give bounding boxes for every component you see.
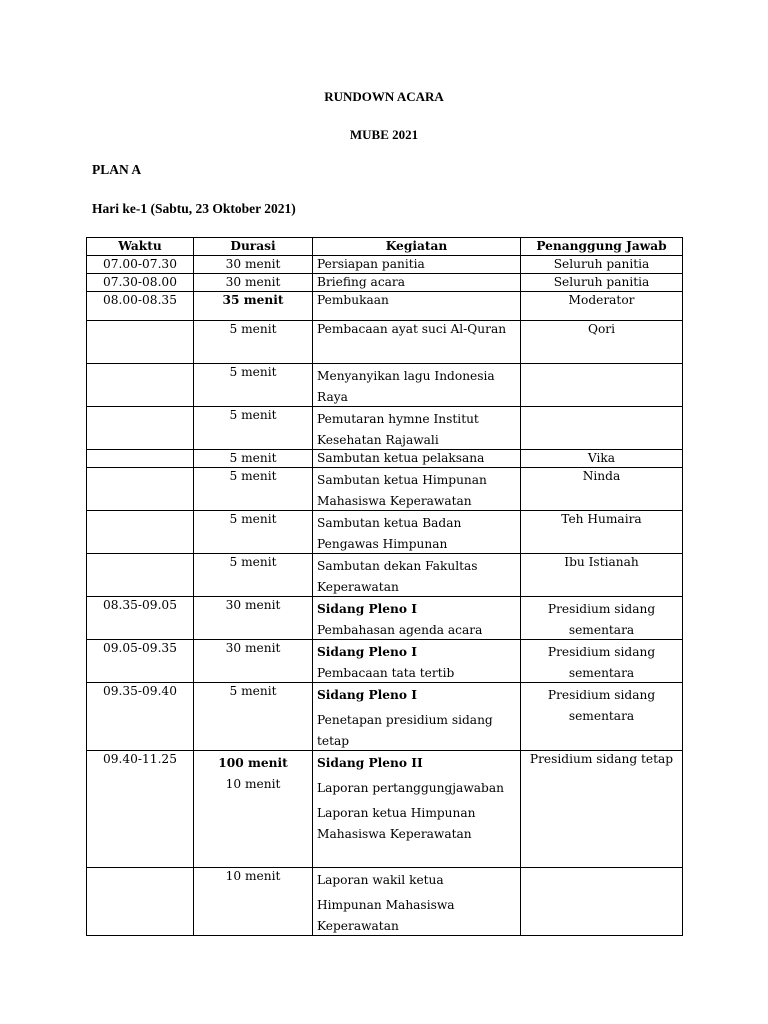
table-row [87, 468, 683, 511]
cell-durasi: 30 menit [194, 640, 313, 683]
table-row [87, 407, 683, 450]
kegiatan-line: Sambutan ketua Himpunan [317, 473, 487, 487]
cell-pj: Moderator [521, 292, 683, 321]
cell-durasi: 5 menit [194, 511, 313, 554]
durasi-line: 100 menit [218, 756, 288, 770]
kegiatan-line: Sambutan ketua Badan [317, 516, 462, 530]
table-row [87, 274, 683, 292]
kegiatan-line: Keperawatan [317, 919, 399, 933]
cell-kegiatan: Briefing acara [313, 274, 521, 292]
cell-waktu: 09.35-09.40 [87, 683, 194, 751]
table-row [87, 868, 683, 936]
cell-kegiatan [313, 683, 521, 751]
cell-durasi: 35 menit [194, 292, 313, 321]
table-row [87, 321, 683, 364]
cell-waktu [87, 511, 194, 554]
table-row [87, 554, 683, 597]
pj-line: Presidium sidang [547, 645, 656, 659]
pj-line: sementara [568, 666, 635, 680]
kegiatan-line: Mahasiswa Keperawatan [317, 494, 472, 508]
cell-pj: Vika [521, 450, 683, 468]
cell-pj: Ninda [521, 468, 683, 511]
cell-waktu: 07.30-08.00 [87, 274, 194, 292]
cell-waktu: 08.00-08.35 [87, 292, 194, 321]
kegiatan-line: Keperawatan [317, 580, 399, 594]
cell-waktu [87, 554, 194, 597]
cell-durasi: 30 menit [194, 256, 313, 274]
cell-durasi: 5 menit [194, 450, 313, 468]
header-penanggung-jawab: Penanggung Jawab [521, 238, 683, 256]
table-row [87, 256, 683, 274]
kegiatan-line: Laporan pertanggungjawaban [317, 781, 504, 795]
document-subtitle: MUBE 2021 [349, 127, 419, 142]
table-row [87, 751, 683, 868]
day-label: Hari ke-1 (Sabtu, 23 Oktober 2021) [92, 201, 296, 216]
cell-waktu [87, 868, 194, 936]
cell-kegiatan [313, 868, 521, 936]
kegiatan-line: Mahasiswa Keperawatan [317, 827, 472, 841]
kegiatan-line: Laporan ketua Himpunan [317, 806, 476, 820]
cell-waktu [87, 407, 194, 450]
header-kegiatan: Kegiatan [313, 238, 521, 256]
cell-kegiatan: Pembacaan ayat suci Al-Quran [313, 321, 521, 364]
cell-kegiatan [313, 751, 521, 868]
cell-durasi: 30 menit [194, 597, 313, 640]
cell-kegiatan [313, 597, 521, 640]
table-row [87, 640, 683, 683]
cell-pj [521, 868, 683, 936]
kegiatan-line: Pembacaan tata tertib [317, 666, 455, 680]
rundown-table [86, 237, 683, 936]
kegiatan-line: Raya [317, 390, 348, 404]
pj-line: sementara [568, 709, 635, 723]
cell-waktu: 09.05-09.35 [87, 640, 194, 683]
kegiatan-line: Kesehatan Rajawali [317, 433, 439, 447]
cell-pj [521, 683, 683, 751]
cell-waktu [87, 450, 194, 468]
kegiatan-line: Sidang Pleno I [317, 602, 417, 616]
cell-durasi: 5 menit [194, 364, 313, 407]
cell-kegiatan [313, 640, 521, 683]
cell-pj: Seluruh panitia [521, 256, 683, 274]
kegiatan-line: Sidang Pleno II [317, 756, 423, 770]
cell-pj: Qori [521, 321, 683, 364]
kegiatan-line: tetap [317, 734, 350, 748]
kegiatan-line: Sambutan dekan Fakultas [317, 559, 478, 573]
cell-kegiatan [313, 511, 521, 554]
cell-waktu [87, 468, 194, 511]
cell-kegiatan: Pembukaan [313, 292, 521, 321]
cell-kegiatan [313, 554, 521, 597]
cell-pj [521, 597, 683, 640]
cell-waktu [87, 321, 194, 364]
kegiatan-line: Sidang Pleno I [317, 688, 417, 702]
cell-pj [521, 407, 683, 450]
document-title: RUNDOWN ACARA [324, 89, 444, 104]
table-row [87, 683, 683, 751]
cell-kegiatan: Persiapan panitia [313, 256, 521, 274]
cell-kegiatan [313, 364, 521, 407]
pj-line: Presidium sidang [547, 688, 656, 702]
cell-durasi [194, 751, 313, 868]
table-row [87, 292, 683, 321]
pj-line: sementara [568, 623, 635, 637]
cell-kegiatan [313, 407, 521, 450]
kegiatan-line: Pemutaran hymne Institut [317, 412, 479, 426]
header-waktu: Waktu [87, 238, 194, 256]
cell-pj: Teh Humaira [521, 511, 683, 554]
cell-kegiatan [313, 468, 521, 511]
cell-pj: Ibu Istianah [521, 554, 683, 597]
table-row [87, 364, 683, 407]
cell-kegiatan: Sambutan ketua pelaksana [313, 450, 521, 468]
table-header-row [87, 238, 683, 256]
plan-label: PLAN A [92, 162, 142, 177]
kegiatan-line: Menyanyikan lagu Indonesia [317, 369, 495, 383]
cell-durasi: 5 menit [194, 468, 313, 511]
kegiatan-line: Sidang Pleno I [317, 645, 417, 659]
table-row [87, 511, 683, 554]
kegiatan-line: Pembahasan agenda acara [317, 623, 483, 637]
cell-pj [521, 364, 683, 407]
table-row [87, 450, 683, 468]
cell-waktu: 07.00-07.30 [87, 256, 194, 274]
cell-waktu: 09.40-11.25 [87, 751, 194, 868]
cell-durasi: 10 menit [194, 868, 313, 936]
cell-pj: Presidium sidang tetap [521, 751, 683, 868]
cell-pj [521, 640, 683, 683]
kegiatan-line: Penetapan presidium sidang [317, 713, 493, 727]
cell-waktu [87, 364, 194, 407]
kegiatan-line: Pengawas Himpunan [317, 537, 448, 551]
pj-line: Presidium sidang [547, 602, 656, 616]
kegiatan-line: Laporan wakil ketua [317, 873, 444, 887]
cell-durasi: 5 menit [194, 321, 313, 364]
cell-durasi: 30 menit [194, 274, 313, 292]
header-durasi: Durasi [194, 238, 313, 256]
kegiatan-line: Himpunan Mahasiswa [317, 898, 455, 912]
cell-durasi: 5 menit [194, 554, 313, 597]
cell-pj: Seluruh panitia [521, 274, 683, 292]
cell-durasi: 5 menit [194, 683, 313, 751]
durasi-line: 10 menit [225, 777, 281, 791]
table-row [87, 597, 683, 640]
cell-waktu: 08.35-09.05 [87, 597, 194, 640]
cell-durasi: 5 menit [194, 407, 313, 450]
